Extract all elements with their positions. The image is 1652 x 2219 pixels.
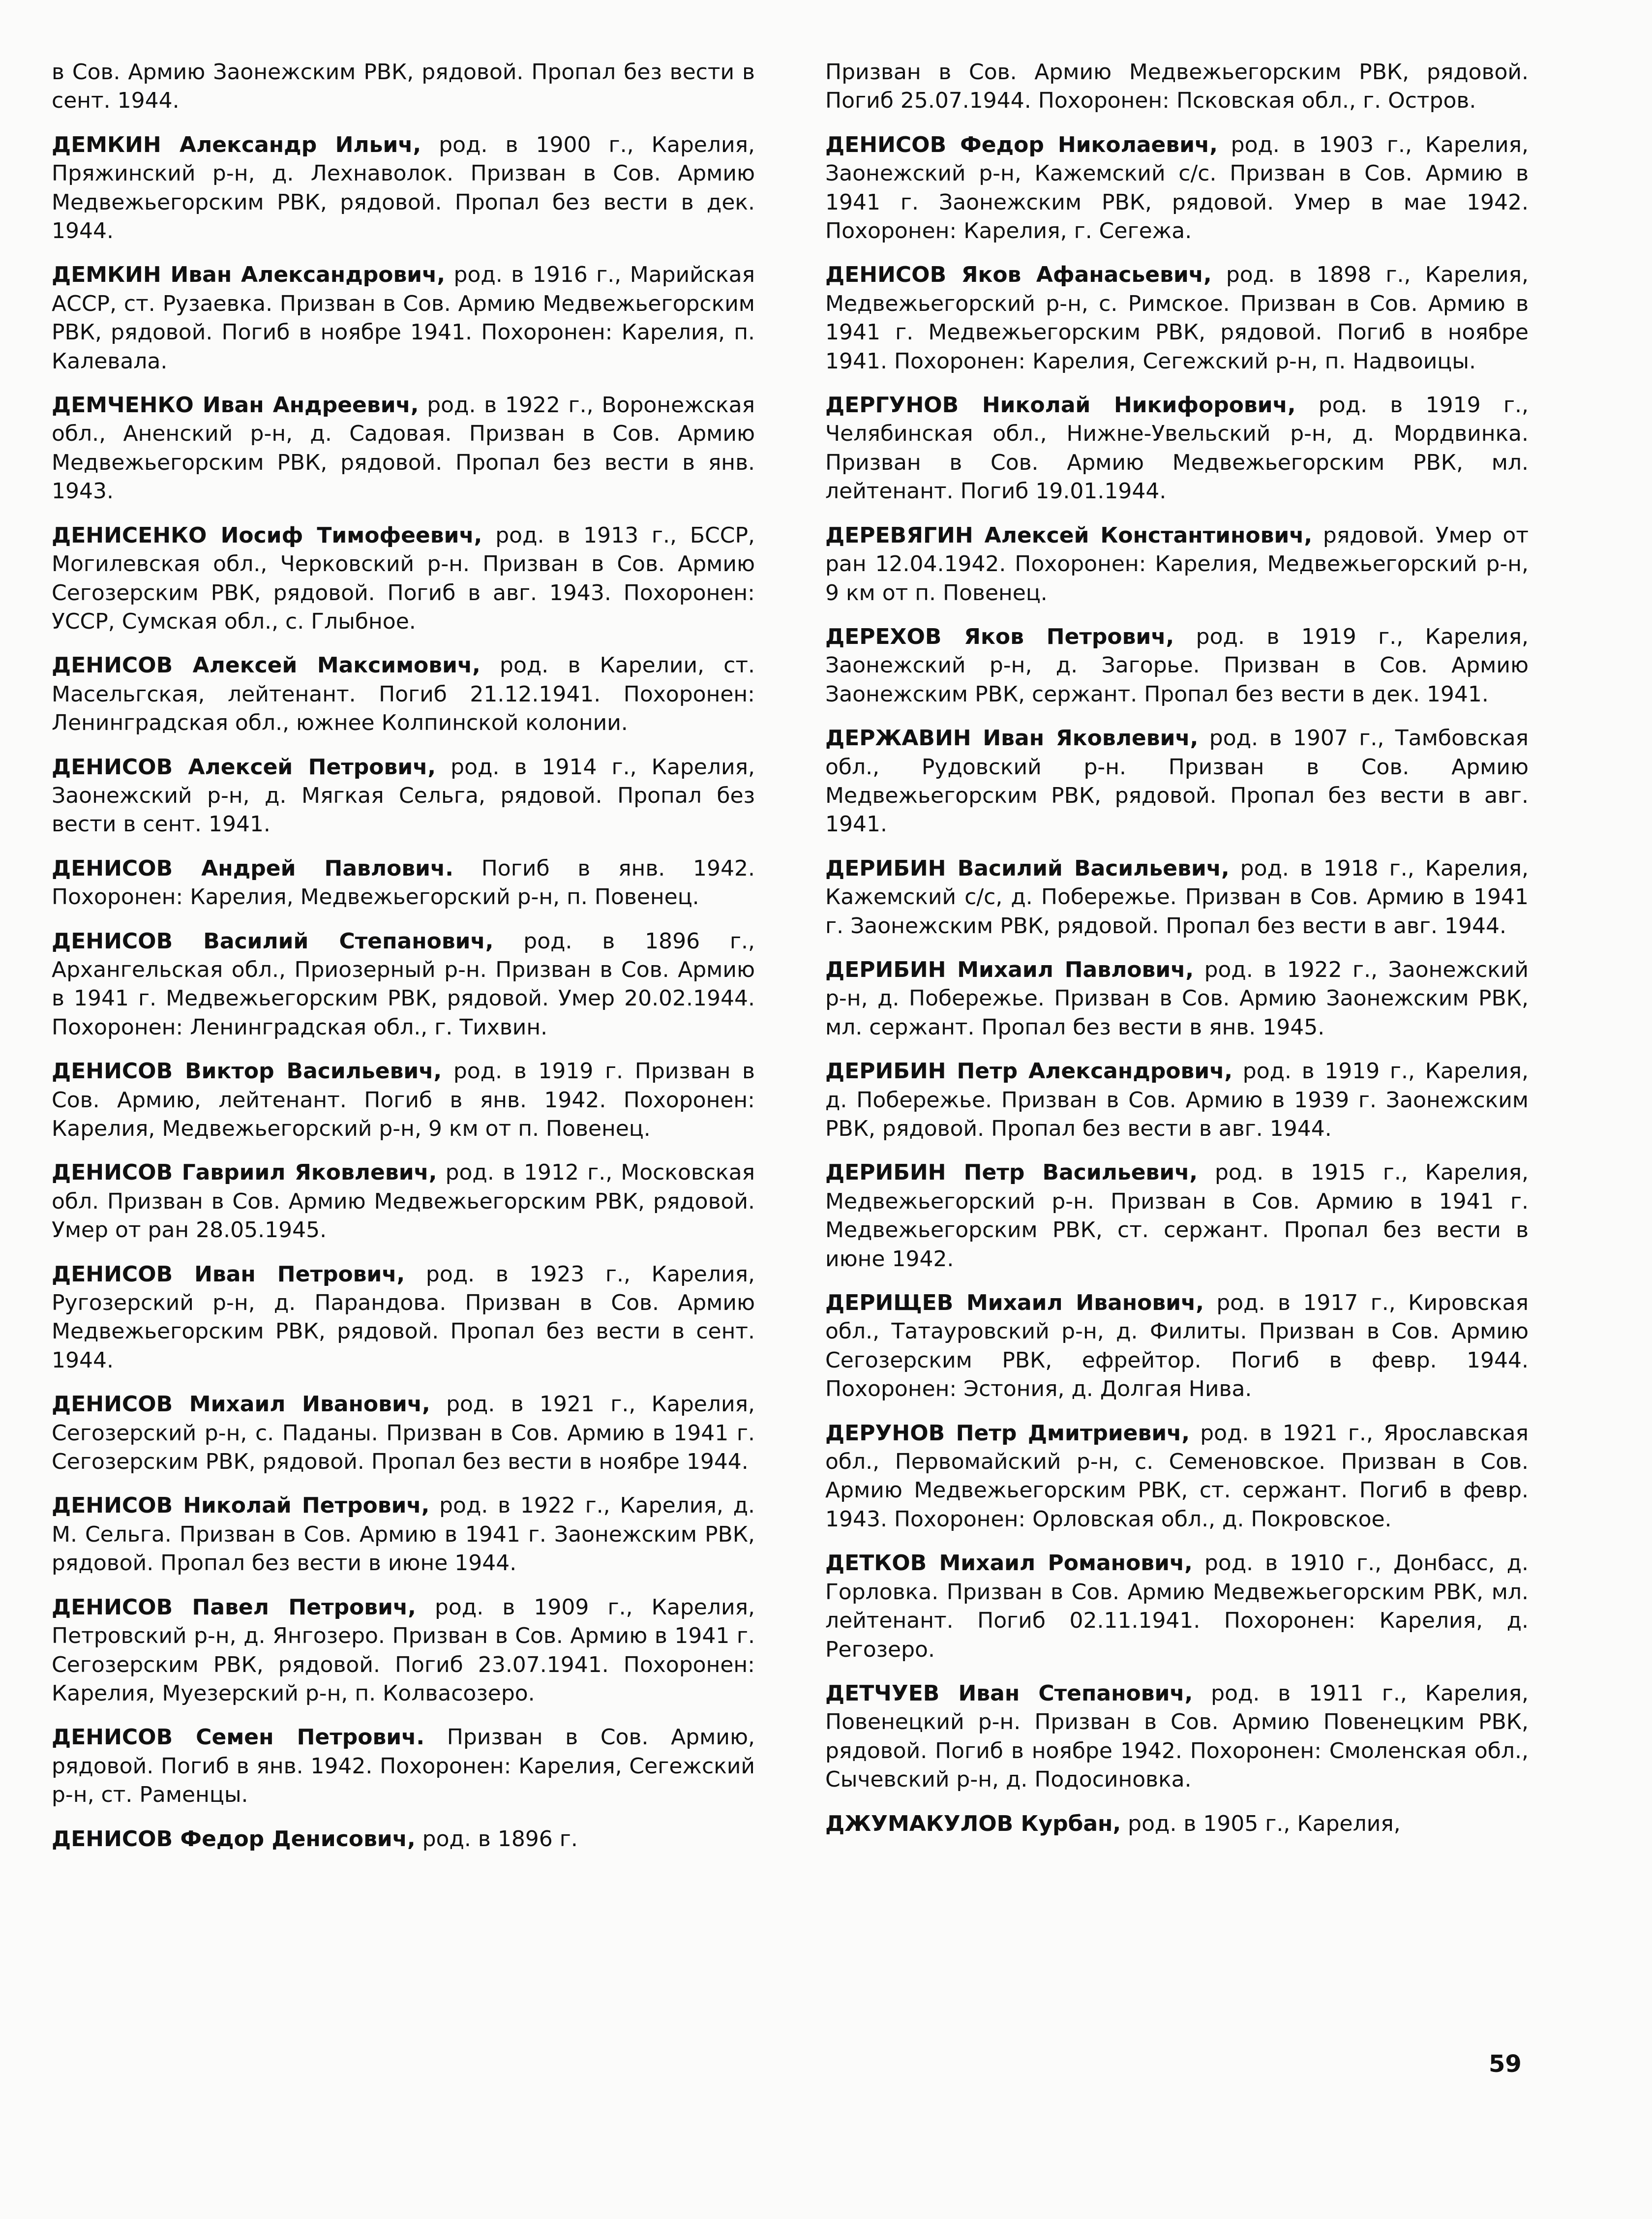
person-entry xyxy=(52,391,755,506)
person-name: ДЕНИСОВ Гавриил Яковлевич, xyxy=(52,1160,437,1185)
person-details: род. в 1896 г., Архангельская обл., Приозерный р-н. Призван в Сов. Армию в 1941 г. Медвежьегорским РВК, рядовой. Умер 20.02.1944. Похоронен: Ленинградская обл., г. Тихвин. xyxy=(52,928,755,1040)
person-entry xyxy=(52,1491,755,1578)
person-name: ДЕНИСЕНКО Иосиф Тимофеевич, xyxy=(52,522,482,548)
person-details: род. в 1898 г., Карелия, Медвежьегорский р-н, с. Римское. Призван в Сов. Армию в 1941 г. Медвежьегорским РВК, рядовой. Погиб в ноябре 1941. Похоронен: Карелия, Сегежский р-н, п. Надвоицы. xyxy=(825,262,1529,374)
person-name: ДЕНИСОВ Андрей Павлович. xyxy=(52,855,453,881)
person-details: род. в 1922 г., Заонежский р-н, д. Побережье. Призван в Сов. Армию Заонежским РВК, мл. сержант. Пропал без вести в янв. 1945. xyxy=(825,957,1529,1040)
person-entry xyxy=(825,623,1529,709)
person-entry xyxy=(52,261,755,376)
person-details: род. в 1910 г., Донбасс, д. Горловка. Призван в Сов. Армию Медвежьегорским РВК, мл. лейтенант. Погиб 02.11.1941. Похоронен: Карелия, д. Регозеро. xyxy=(825,1550,1529,1662)
person-entry xyxy=(825,1289,1529,1404)
person-details: род. в 1915 г., Карелия, Медвежьегорский р-н. Призван в Сов. Армию в 1941 г. Медвежьегорским РВК, ст. сержант. Пропал без вести в июне 1942. xyxy=(825,1160,1529,1272)
page-number: 59 xyxy=(1489,2050,1522,2078)
person-details: Призван в Сов. Армию, рядовой. Погиб в янв. 1942. Похоронен: Карелия, Сегежский р-н, ст. Раменцы. xyxy=(52,1725,755,1808)
person-details: род. в 1919 г., Челябинская обл., Нижне-Увельский р-н, д. Мордвинка. Призван в Сов. Армию Медвежьегорским РВК, мл. лейтенант. Погиб 19.01.1944. xyxy=(825,393,1529,504)
person-entry xyxy=(825,1158,1529,1274)
person-details: род. в 1916 г., Марийская АССР, ст. Рузаевка. Призван в Сов. Армию Медвежьегорским РВК, рядовой. Погиб в ноябре 1941. Похоронен: Карелия, п. Калевала. xyxy=(52,262,755,374)
person-name: ДЕРИБИН Петр Васильевич, xyxy=(825,1160,1198,1185)
person-entry xyxy=(825,1679,1529,1794)
person-entry xyxy=(825,1810,1529,1838)
person-entry xyxy=(52,1593,755,1708)
person-entry xyxy=(52,521,755,637)
person-details: род. в 1921 г., Ярославская обл., Первомайский р-н, с. Семеновское. Призван в Сов. Армию Медвежьегорским РВК, ст. сержант. Погиб в февр. 1943. Похоронен: Орловская обл., д. Покровское. xyxy=(825,1420,1529,1532)
person-details: род. в 1923 г., Карелия, Ругозерский р-н, д. Парандова. Призван в Сов. Армию Медвежьегорским РВК, рядовой. Пропал без вести в сент. 1944. xyxy=(52,1261,755,1373)
person-name: ДЕНИСОВ Семен Петрович. xyxy=(52,1725,425,1750)
person-details: род. в 1914 г., Карелия, Заонежский р-н, д. Мягкая Сельга, рядовой. Пропал без вести в сент. 1941. xyxy=(52,754,755,837)
person-name: ДЕРЕВЯГИН Алексей Константинович, xyxy=(825,522,1313,548)
person-entry xyxy=(52,753,755,839)
person-entry xyxy=(52,1390,755,1476)
person-details: род. в 1919 г. Призван в Сов. Армию, лейтенант. Погиб в янв. 1942. Похоронен: Карелия, Медвежьегорский р-н, 9 км от п. Повенец. xyxy=(52,1059,755,1141)
person-details: род. в 1919 г., Карелия, Заонежский р-н, д. Загорье. Призван в Сов. Армию Заонежским РВК, сержант. Пропал без вести в дек. 1941. xyxy=(825,624,1529,707)
person-entry xyxy=(52,854,755,912)
person-name: ДЕРЖАВИН Иван Яковлевич, xyxy=(825,726,1199,751)
person-name: ДЕМКИН Иван Александрович, xyxy=(52,262,446,288)
person-details: род. в 1919 г., Карелия, д. Побережье. Призван в Сов. Армию в 1939 г. Заонежским РВК, рядовой. Пропал без вести в авг. 1944. xyxy=(825,1059,1529,1141)
person-name: ДЕМЧЕНКО Иван Андреевич, xyxy=(52,393,419,418)
right-column xyxy=(825,58,1529,1854)
person-details: род. в 1900 г., Карелия, Пряжинский р-н, д. Лехнаволок. Призван в Сов. Армию Медвежьегорским РВК, рядовой. Пропал без вести в дек. 1944. xyxy=(52,132,755,244)
person-entry xyxy=(52,1723,755,1809)
person-name: ДЕНИСОВ Николай Петрович, xyxy=(52,1493,430,1519)
person-name: ДЕРУНОВ Петр Дмитриевич, xyxy=(825,1420,1190,1446)
person-name: ДЕРГУНОВ Николай Никифорович, xyxy=(825,393,1296,418)
person-details: род. в Карелии, ст. Масельгская, лейтенант. Погиб 21.12.1941. Похоронен: Ленинградская обл., южнее Колпинской колонии. xyxy=(52,653,755,736)
person-name: ДЕРИБИН Петр Александрович, xyxy=(825,1059,1233,1084)
person-name: ДЕТКОВ Михаил Романович, xyxy=(825,1550,1193,1576)
person-name: ДЕРИЩЕВ Михаил Иванович, xyxy=(825,1290,1204,1316)
person-name: ДЕНИСОВ Павел Петрович, xyxy=(52,1594,416,1620)
person-entry xyxy=(825,1549,1529,1664)
person-entry xyxy=(52,927,755,1042)
person-details: Призван в Сов. Армию Медвежьегорским РВК, рядовой. Погиб 25.07.1944. Похоронен: Псковская обл., г. Остров. xyxy=(825,60,1529,114)
person-entry xyxy=(52,58,755,116)
person-details: род. в 1905 г., Карелия, xyxy=(1121,1811,1401,1836)
person-details: род. в 1913 г., БССР, Могилевская обл., Черковский р-н. Призван в Сов. Армию Сегозерским РВК, рядовой. Погиб в авг. 1943. Похоронен: УССР, Сумская обл., с. Глыбное. xyxy=(52,522,755,634)
person-name: ДЕНИСОВ Виктор Васильевич, xyxy=(52,1059,442,1084)
person-details: Погиб в янв. 1942. Похоронен: Карелия, Медвежьегорский р-н, п. Повенец. xyxy=(52,855,755,910)
person-name: ДЕМКИН Александр Ильич, xyxy=(52,132,421,157)
person-details: рядовой. Умер от ран 12.04.1942. Похоронен: Карелия, Медвежьегорский р-н, 9 км от п. Повенец. xyxy=(825,522,1529,606)
person-entry xyxy=(825,1419,1529,1534)
person-entry xyxy=(52,131,755,246)
person-details: род. в 1922 г., Воронежская обл., Аненский р-н, д. Садовая. Призван в Сов. Армию Медвежьегорским РВК, рядовой. Пропал без вести в янв. 1943. xyxy=(52,393,755,504)
person-entry xyxy=(52,1260,755,1375)
person-details: род. в 1912 г., Московская обл. Призван в Сов. Армию Медвежьегорским РВК, рядовой. Умер от ран 28.05.1945. xyxy=(52,1160,755,1243)
person-entry xyxy=(52,651,755,737)
person-name: ДЕНИСОВ Федор Николаевич, xyxy=(825,132,1218,157)
person-details: род. в 1909 г., Карелия, Петровский р-н, д. Янгозеро. Призван в Сов. Армию в 1941 г. Сегозерским РВК, рядовой. Погиб 23.07.1941. Похоронен: Карелия, Муезерский р-н, п. Колвасозеро. xyxy=(52,1594,755,1706)
person-entry xyxy=(825,724,1529,839)
person-name: ДЕНИСОВ Яков Афанасьевич, xyxy=(825,262,1212,288)
person-details: род. в 1903 г., Карелия, Заонежский р-н, Кажемский с/с. Призван в Сов. Армию в 1941 г. Заонежским РВК, рядовой. Умер в мае 1942. Похоронен: Карелия, г. Сегежа. xyxy=(825,132,1529,244)
person-details: род. в 1907 г., Тамбовская обл., Рудовский р-н. Призван в Сов. Армию Медвежьегорским РВК, рядовой. Пропал без вести в авг. 1941. xyxy=(825,726,1529,837)
person-details: в Сов. Армию Заонежским РВК, рядовой. Пропал без вести в сент. 1944. xyxy=(52,60,755,114)
person-entry xyxy=(825,58,1529,116)
person-entry xyxy=(825,854,1529,941)
person-name: ДЕРИБИН Василий Васильевич, xyxy=(825,855,1230,881)
person-details: род. в 1918 г., Карелия, Кажемский с/с, д. Побережье. Призван в Сов. Армию в 1941 г. Заонежским РВК, рядовой. Пропал без вести в авг. 1944. xyxy=(825,855,1529,939)
person-name: ДЕТЧУЕВ Иван Степанович, xyxy=(825,1680,1193,1706)
person-entry xyxy=(825,261,1529,376)
person-name: ДЕНИСОВ Михаил Иванович, xyxy=(52,1392,430,1417)
person-entry xyxy=(825,956,1529,1042)
person-details: род. в 1896 г. xyxy=(415,1826,578,1852)
person-entry xyxy=(825,521,1529,608)
person-name: ДЖУМАКУЛОВ Курбан, xyxy=(825,1811,1121,1836)
person-details: род. в 1917 г., Кировская обл., Татауровский р-н, д. Филиты. Призван в Сов. Армию Сегозерским РВК, ефрейтор. Погиб в февр. 1944. Похоронен: Эстония, д. Долгая Нива. xyxy=(825,1290,1529,1402)
person-name: ДЕНИСОВ Федор Денисович, xyxy=(52,1826,416,1852)
person-entry xyxy=(825,1057,1529,1143)
person-name: ДЕРЕХОВ Яков Петрович, xyxy=(825,624,1174,649)
person-details: род. в 1921 г., Карелия, Сегозерский р-н, с. Паданы. Призван в Сов. Армию в 1941 г. Сегозерским РВК, рядовой. Пропал без вести в ноябре 1944. xyxy=(52,1392,755,1475)
person-entry xyxy=(52,1825,755,1854)
person-details: род. в 1922 г., Карелия, д. М. Сельга. Призван в Сов. Армию в 1941 г. Заонежским РВК, рядовой. Пропал без вести в июне 1944. xyxy=(52,1493,755,1576)
person-entry xyxy=(52,1158,755,1245)
person-name: ДЕНИСОВ Иван Петрович, xyxy=(52,1261,405,1287)
left-column xyxy=(52,58,755,1869)
person-entry xyxy=(52,1057,755,1143)
person-entry xyxy=(825,391,1529,506)
person-entry xyxy=(825,131,1529,246)
person-details: род. в 1911 г., Карелия, Повенецкий р-н. Призван в Сов. Армию Повенецким РВК, рядовой. Погиб в ноябре 1942. Похоронен: Смоленская обл., Сычевский р-н, д. Подосиновка. xyxy=(825,1680,1529,1793)
person-name: ДЕНИСОВ Алексей Петрович, xyxy=(52,754,436,780)
person-name: ДЕРИБИН Михаил Павлович, xyxy=(825,957,1194,982)
person-name: ДЕНИСОВ Алексей Максимович, xyxy=(52,653,481,678)
person-name: ДЕНИСОВ Василий Степанович, xyxy=(52,928,494,954)
